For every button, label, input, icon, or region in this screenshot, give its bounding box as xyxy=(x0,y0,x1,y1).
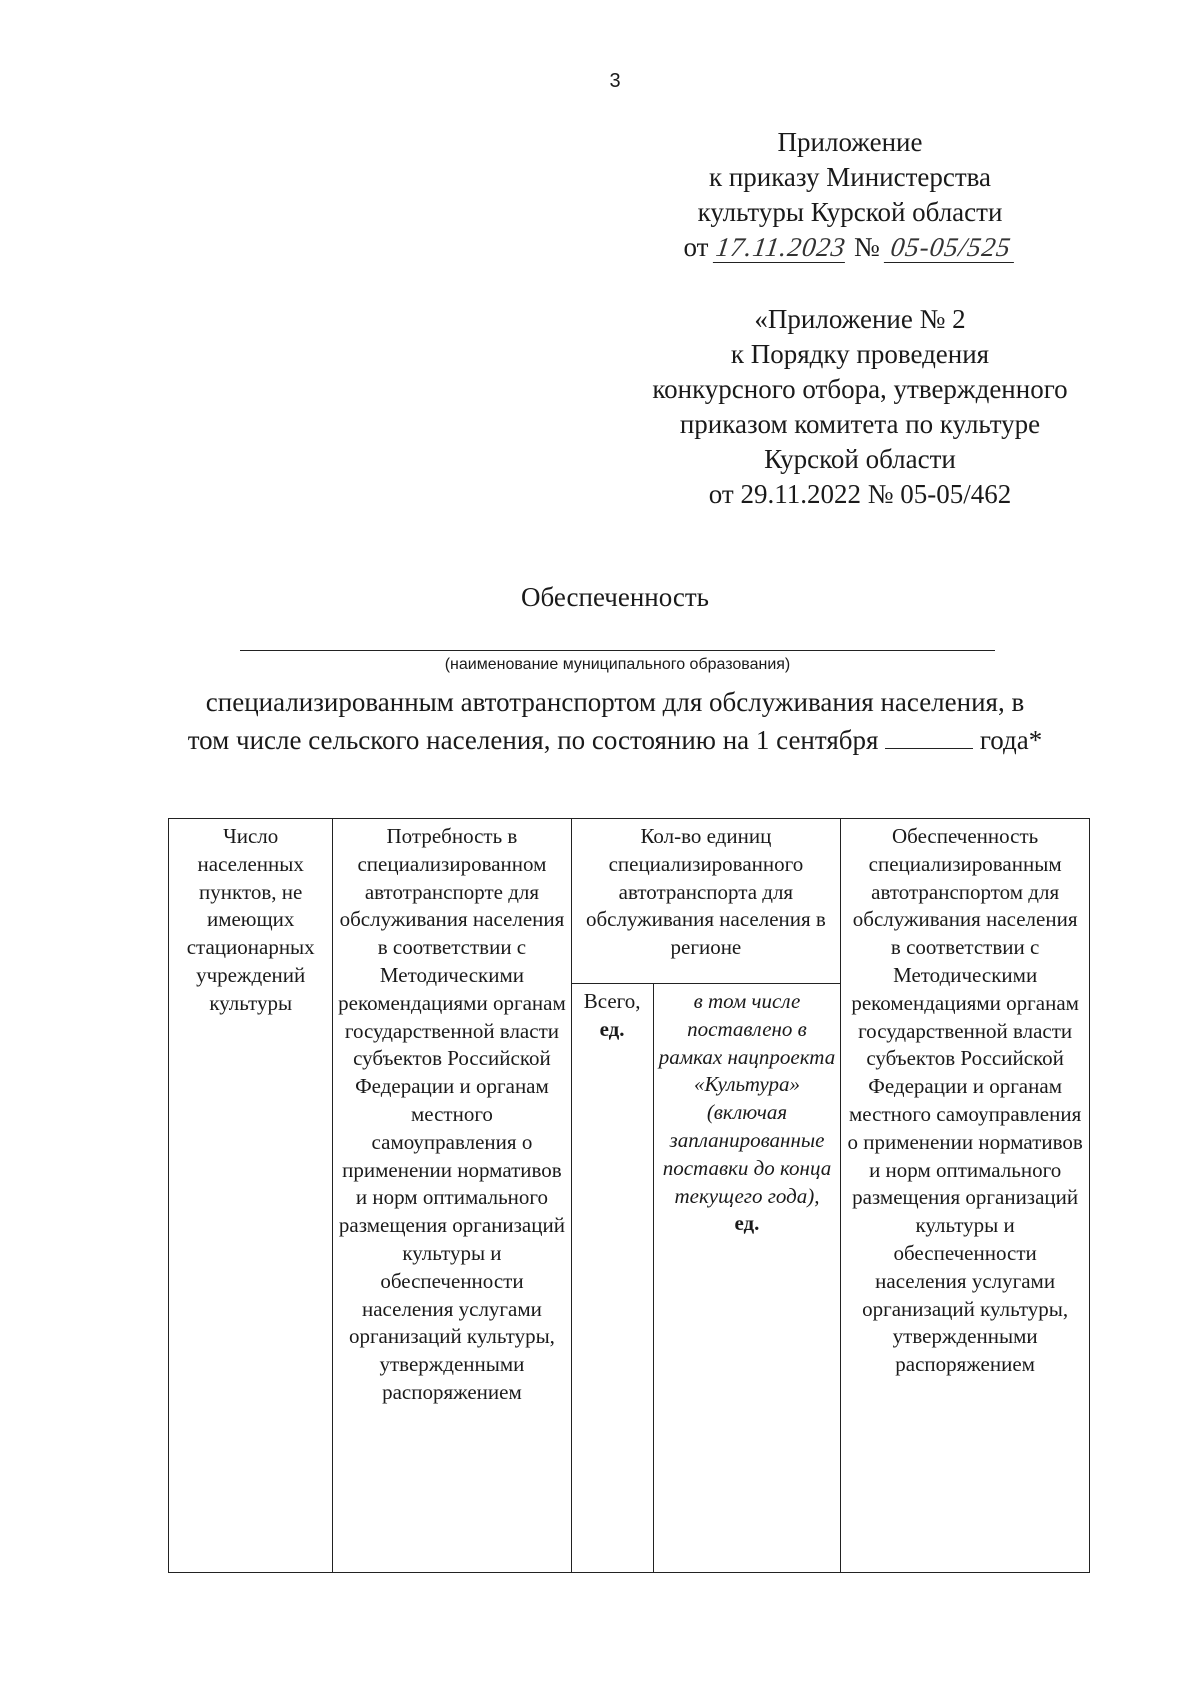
header-text: Число населенных пунктов, не имеющих стационарных учреждений культуры xyxy=(186,824,315,1015)
table-header-col3 xyxy=(571,819,841,984)
municipality-blank-line xyxy=(240,650,995,651)
table-header-col3a xyxy=(571,984,653,1573)
appendix2-header-line: к Порядку проведения xyxy=(730,339,990,369)
document-title: Обеспеченность xyxy=(520,582,709,612)
handwritten-date: 17.11.2023 xyxy=(714,232,849,262)
page-number: 3 xyxy=(609,70,621,92)
document-subtitle xyxy=(150,683,1080,759)
appendix-header-date-line xyxy=(660,230,1040,265)
table-header-col1 xyxy=(169,819,333,1573)
header-text: Всего, xyxy=(583,989,641,1013)
number-label: № xyxy=(853,232,880,262)
header-text: Кол-во единиц специализированного автотранспорта для обслуживания населения в регионе xyxy=(585,824,826,960)
subtitle-text-end: года* xyxy=(979,725,1043,755)
subtitle-line-2 xyxy=(150,721,1080,759)
appendix-header-line: Приложение xyxy=(777,127,923,157)
appendix-header-line: культуры Курской области xyxy=(697,197,1003,227)
header-text: в том числе поставлено в рамках нацпроекта «Культура» (включая запланированные поставки до конца текущего года), xyxy=(658,989,836,1208)
header-text: Потребность в специализированном автотранспорте для обслуживания населения в соответствии с Методическими рекомендациями органам государственной власти субъектов Российской Федерации и органам местного самоуправления о применении нормативов и норм оптимального размещения организаций культуры и обеспеченности населения услугами организаций культуры, утвержденными распоряжением xyxy=(338,824,566,1404)
from-label: от xyxy=(683,232,709,262)
appendix2-header-line: приказом комитета по культуре xyxy=(679,409,1041,439)
table-header-col3b xyxy=(653,984,841,1573)
appendix2-header-line: конкурсного отбора, утвержденного xyxy=(652,374,1068,404)
municipality-caption: (наименование муниципального образования) xyxy=(444,656,791,673)
appendix2-header-line: «Приложение № 2 xyxy=(754,304,966,334)
handwritten-number: 05-05/525 xyxy=(884,232,1018,263)
table-header-col4 xyxy=(841,819,1090,1573)
appendix2-header-line: Курской области xyxy=(764,444,956,474)
appendix-header xyxy=(660,125,1040,265)
header-unit: ед. xyxy=(599,1016,625,1041)
appendix-header-line: к приказу Министерства xyxy=(708,162,992,192)
table-header-col2 xyxy=(333,819,571,1573)
subtitle-line: специализированным автотранспортом для обслуживания населения, в xyxy=(205,687,1025,717)
header-unit: ед. xyxy=(734,1211,760,1236)
subtitle-text: том числе сельского населения, по состоянию на 1 сентября xyxy=(187,725,879,755)
appendix2-header-line: от 29.11.2022 № 05-05/462 xyxy=(708,479,1012,509)
appendix2-header xyxy=(600,302,1120,512)
year-blank xyxy=(885,726,973,749)
data-table xyxy=(168,818,1090,1573)
header-text: Обеспеченность специализированным автотранспортом для обслуживания населения в соответствии с Методическими рекомендациями органам государственной власти субъектов Российской Федерации и органам местного самоуправления о применении нормативов и норм оптимального размещения организаций культуры и обеспеченности населения услугами организаций культуры, утвержденными распоряжением xyxy=(847,824,1083,1377)
